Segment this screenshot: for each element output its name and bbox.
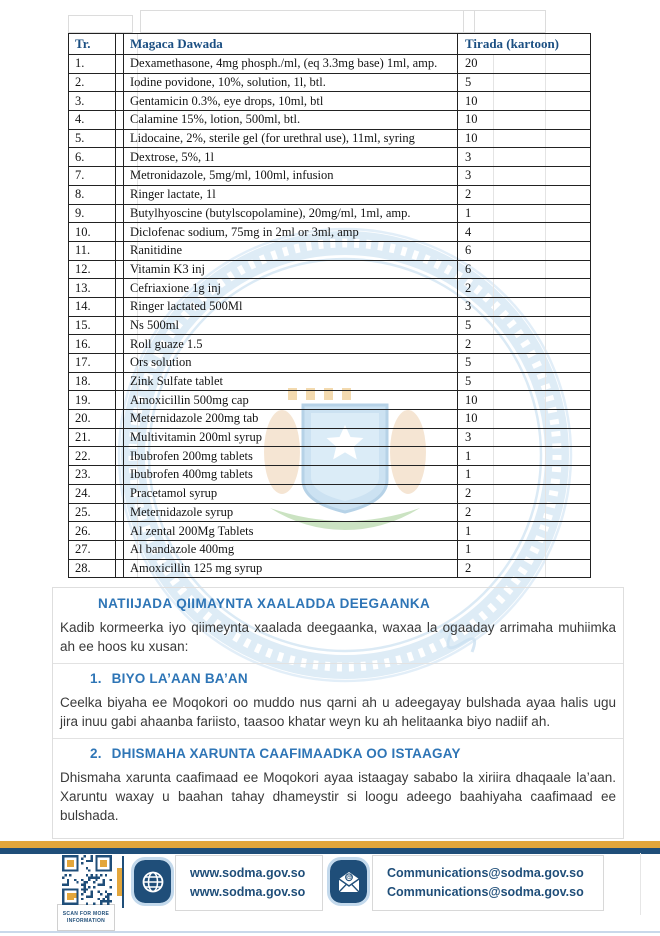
section-intro: Kadib kormeerka iyo qiimeynta xaalada deegaanka, waxaa la ogaaday arrimaha muhiimka ah ee hoos ku xusan: xyxy=(60,620,616,654)
column-gap xyxy=(116,372,124,391)
row-number-cell: 27. xyxy=(69,540,116,559)
medicine-name-cell: Ns 500ml xyxy=(124,316,458,335)
scan-artifact-box xyxy=(140,10,475,33)
medicine-name-cell: Calamine 15%, lotion, 500ml, btl. xyxy=(124,111,458,130)
column-gap xyxy=(116,410,124,429)
qr-scan-label-line2: INFORMATION xyxy=(66,917,106,924)
row-number-cell: 7. xyxy=(69,167,116,186)
finding-1-heading xyxy=(90,671,616,686)
medicine-name-cell: Zink Sulfate tablet xyxy=(124,372,458,391)
medicine-name-cell: Dextrose, 5%, 1l xyxy=(124,148,458,167)
table-row xyxy=(69,466,591,485)
row-number-cell: 18. xyxy=(69,372,116,391)
website-box xyxy=(175,855,323,911)
finding-2-number: 2. xyxy=(90,746,102,761)
medicine-name-cell: Multivitamin 200ml syrup xyxy=(124,428,458,447)
table-row xyxy=(69,354,591,373)
quantity-cell: 1 xyxy=(458,204,591,223)
table-row xyxy=(69,559,591,578)
section-title: NATIIJADA QIIMAYNTA XAALADDA DEEGAANKA xyxy=(98,596,431,611)
row-number-cell: 16. xyxy=(69,335,116,354)
footer-navy-stripe xyxy=(0,848,660,854)
website-link[interactable]: www.sodma.gov.so xyxy=(190,866,306,880)
column-gap xyxy=(116,354,124,373)
quantity-cell: 3 xyxy=(458,167,591,186)
table-row xyxy=(69,111,591,130)
medicine-name-cell: Ringer lactate, 1l xyxy=(124,185,458,204)
footer-separator-accent xyxy=(117,868,122,896)
table-row xyxy=(69,260,591,279)
column-gap xyxy=(116,279,124,298)
row-number-cell: 22. xyxy=(69,447,116,466)
row-number-cell: 4. xyxy=(69,111,116,130)
quantity-cell: 6 xyxy=(458,241,591,260)
quantity-cell: 6 xyxy=(458,260,591,279)
column-gap xyxy=(116,204,124,223)
row-number-cell: 11. xyxy=(69,241,116,260)
table-row xyxy=(69,148,591,167)
row-number-cell: 15. xyxy=(69,316,116,335)
row-number-cell: 14. xyxy=(69,297,116,316)
medicine-name-cell: Diclofenac sodium, 75mg in 2ml or 3ml, amp xyxy=(124,223,458,242)
quantity-cell: 2 xyxy=(458,484,591,503)
section-divider xyxy=(53,663,623,664)
table-row xyxy=(69,372,591,391)
quantity-cell: 10 xyxy=(458,391,591,410)
footer-bottom-line xyxy=(0,931,660,933)
column-gap xyxy=(116,34,124,55)
quantity-cell: 5 xyxy=(458,73,591,92)
section-divider xyxy=(53,738,623,739)
table-row xyxy=(69,185,591,204)
table-row xyxy=(69,279,591,298)
website-link[interactable]: www.sodma.gov.so xyxy=(190,885,306,899)
table-row xyxy=(69,297,591,316)
medicine-name-cell: Iodine povidone, 10%, solution, 1l, btl. xyxy=(124,73,458,92)
row-number-cell: 9. xyxy=(69,204,116,223)
finding-2-heading xyxy=(90,746,616,761)
globe-icon xyxy=(134,860,171,903)
column-header-tr: Tr. xyxy=(69,34,116,55)
quantity-cell: 2 xyxy=(458,279,591,298)
medicine-name-cell: Al zental 200Mg Tablets xyxy=(124,522,458,541)
scan-artifact-line xyxy=(640,853,641,915)
table-row xyxy=(69,223,591,242)
row-number-cell: 20. xyxy=(69,410,116,429)
column-gap xyxy=(116,223,124,242)
row-number-cell: 21. xyxy=(69,428,116,447)
table-row xyxy=(69,335,591,354)
quantity-cell: 2 xyxy=(458,503,591,522)
finding-2-body: Dhismaha xarunta caafimaad ee Moqokori ayaa istaagay sababo la xiriira dhaqaale la’aan. Xaruntu waxay u baahan tahay dhameystir si loogu adeego baahiyaha caafimaad ee bulshada. xyxy=(60,770,616,823)
table-row xyxy=(69,55,591,74)
column-gap xyxy=(116,503,124,522)
column-gap xyxy=(116,260,124,279)
quantity-cell: 5 xyxy=(458,354,591,373)
quantity-cell: 3 xyxy=(458,297,591,316)
medicine-name-cell: Cefriaxione 1g inj xyxy=(124,279,458,298)
envelope-icon xyxy=(330,860,367,903)
quantity-cell: 10 xyxy=(458,92,591,111)
quantity-cell: 5 xyxy=(458,316,591,335)
finding-1-body: Ceelka biyaha ee Moqokori oo muddo nus qarni ah u adeegayay bulshada ayaa halis ugu jira inuu gabi ahaanba fariisto, taasoo khatar weyn ku ah helitaanka biyo nadiif ah. xyxy=(60,695,616,729)
qr-scan-label xyxy=(57,904,115,931)
medicine-name-cell: Ibubrofen 400mg tablets xyxy=(124,466,458,485)
quantity-cell: 10 xyxy=(458,111,591,130)
table-row xyxy=(69,129,591,148)
medicine-name-cell: Ors solution xyxy=(124,354,458,373)
medicine-name-cell: Ranitidine xyxy=(124,241,458,260)
medicine-name-cell: Gentamicin 0.3%, eye drops, 10ml, btl xyxy=(124,92,458,111)
medicine-name-cell: Amoxicillin 125 mg syrup xyxy=(124,559,458,578)
medicine-name-cell: Ringer lactated 500Ml xyxy=(124,297,458,316)
svg-text:@: @ xyxy=(345,874,352,882)
quantity-cell: 3 xyxy=(458,428,591,447)
qr-code-icon xyxy=(62,855,112,905)
quantity-cell: 2 xyxy=(458,335,591,354)
table-row xyxy=(69,447,591,466)
medicine-name-cell: Pracetamol syrup xyxy=(124,484,458,503)
table-row xyxy=(69,316,591,335)
quantity-cell: 1 xyxy=(458,522,591,541)
medicine-name-cell: Dexamethasone, 4mg phosph./ml, (eq 3.3mg base) 1ml, amp. xyxy=(124,55,458,74)
scan-artifact-box xyxy=(68,15,133,33)
column-gap xyxy=(116,428,124,447)
medicine-name-cell: Metronidazole, 5mg/ml, 100ml, infusion xyxy=(124,167,458,186)
quantity-cell: 2 xyxy=(458,559,591,578)
qr-scan-label-line1: SCAN FOR MORE xyxy=(62,910,110,917)
column-gap xyxy=(116,559,124,578)
table-row xyxy=(69,92,591,111)
table-row xyxy=(69,503,591,522)
medicine-name-cell: Vitamin K3 inj xyxy=(124,260,458,279)
column-gap xyxy=(116,73,124,92)
scan-artifact-box xyxy=(463,10,546,33)
medicine-name-cell: Roll guaze 1.5 xyxy=(124,335,458,354)
column-gap xyxy=(116,335,124,354)
table-row xyxy=(69,410,591,429)
row-number-cell: 8. xyxy=(69,185,116,204)
column-gap xyxy=(116,92,124,111)
email-box xyxy=(372,855,604,911)
quantity-cell: 5 xyxy=(458,372,591,391)
row-number-cell: 5. xyxy=(69,129,116,148)
column-gap xyxy=(116,316,124,335)
quantity-cell: 2 xyxy=(458,185,591,204)
column-header-name: Magaca Dawada xyxy=(124,34,458,55)
quantity-cell: 1 xyxy=(458,540,591,559)
column-gap xyxy=(116,540,124,559)
medicine-name-cell: Butylhyoscine (butylscopolamine), 20mg/ml, 1ml, amp. xyxy=(124,204,458,223)
column-gap xyxy=(116,391,124,410)
medicine-name-cell: Meternidazole 200mg tab xyxy=(124,410,458,429)
medicine-name-cell: Ibubrofen 200mg tablets xyxy=(124,447,458,466)
table-row xyxy=(69,73,591,92)
column-gap xyxy=(116,129,124,148)
quantity-cell: 20 xyxy=(458,55,591,74)
row-number-cell: 12. xyxy=(69,260,116,279)
column-gap xyxy=(116,185,124,204)
row-number-cell: 24. xyxy=(69,484,116,503)
row-number-cell: 19. xyxy=(69,391,116,410)
finding-2-title: DHISMAHA XARUNTA CAAFIMAADKA OO ISTAAGAY xyxy=(111,746,461,761)
table-row xyxy=(69,391,591,410)
table-row xyxy=(69,204,591,223)
email-link[interactable]: Communications@sodma.gov.so xyxy=(387,866,584,880)
medicine-name-cell: Lidocaine, 2%, sterile gel (for urethral use), 11ml, syring xyxy=(124,129,458,148)
table-row xyxy=(69,540,591,559)
table-row xyxy=(69,167,591,186)
footer-separator-line xyxy=(122,856,124,908)
row-number-cell: 2. xyxy=(69,73,116,92)
medicine-table xyxy=(68,33,591,578)
column-gap xyxy=(116,297,124,316)
table-row xyxy=(69,522,591,541)
column-gap xyxy=(116,522,124,541)
row-number-cell: 1. xyxy=(69,55,116,74)
row-number-cell: 17. xyxy=(69,354,116,373)
table-row xyxy=(69,428,591,447)
footer-gold-stripe xyxy=(0,841,660,848)
row-number-cell: 26. xyxy=(69,522,116,541)
column-header-qty: Tirada (kartoon) xyxy=(458,34,591,55)
column-gap xyxy=(116,484,124,503)
findings-section xyxy=(52,587,624,839)
table-header-row xyxy=(69,34,591,55)
row-number-cell: 10. xyxy=(69,223,116,242)
column-gap xyxy=(116,466,124,485)
column-gap xyxy=(116,55,124,74)
table-row xyxy=(69,484,591,503)
quantity-cell: 10 xyxy=(458,129,591,148)
quantity-cell: 1 xyxy=(458,447,591,466)
column-gap xyxy=(116,111,124,130)
row-number-cell: 13. xyxy=(69,279,116,298)
row-number-cell: 3. xyxy=(69,92,116,111)
quantity-cell: 10 xyxy=(458,410,591,429)
email-link[interactable]: Communications@sodma.gov.so xyxy=(387,885,584,899)
column-gap xyxy=(116,241,124,260)
finding-1-number: 1. xyxy=(90,671,102,686)
quantity-cell: 3 xyxy=(458,148,591,167)
medicine-name-cell: Amoxicillin 500mg cap xyxy=(124,391,458,410)
column-gap xyxy=(116,447,124,466)
medicine-name-cell: Al bandazole 400mg xyxy=(124,540,458,559)
row-number-cell: 23. xyxy=(69,466,116,485)
column-gap xyxy=(116,148,124,167)
table-row xyxy=(69,241,591,260)
column-gap xyxy=(116,167,124,186)
quantity-cell: 1 xyxy=(458,466,591,485)
quantity-cell: 4 xyxy=(458,223,591,242)
medicine-name-cell: Meternidazole syrup xyxy=(124,503,458,522)
row-number-cell: 6. xyxy=(69,148,116,167)
row-number-cell: 25. xyxy=(69,503,116,522)
row-number-cell: 28. xyxy=(69,559,116,578)
finding-1-title: BIYO LA’AAN BA’AN xyxy=(111,671,248,686)
